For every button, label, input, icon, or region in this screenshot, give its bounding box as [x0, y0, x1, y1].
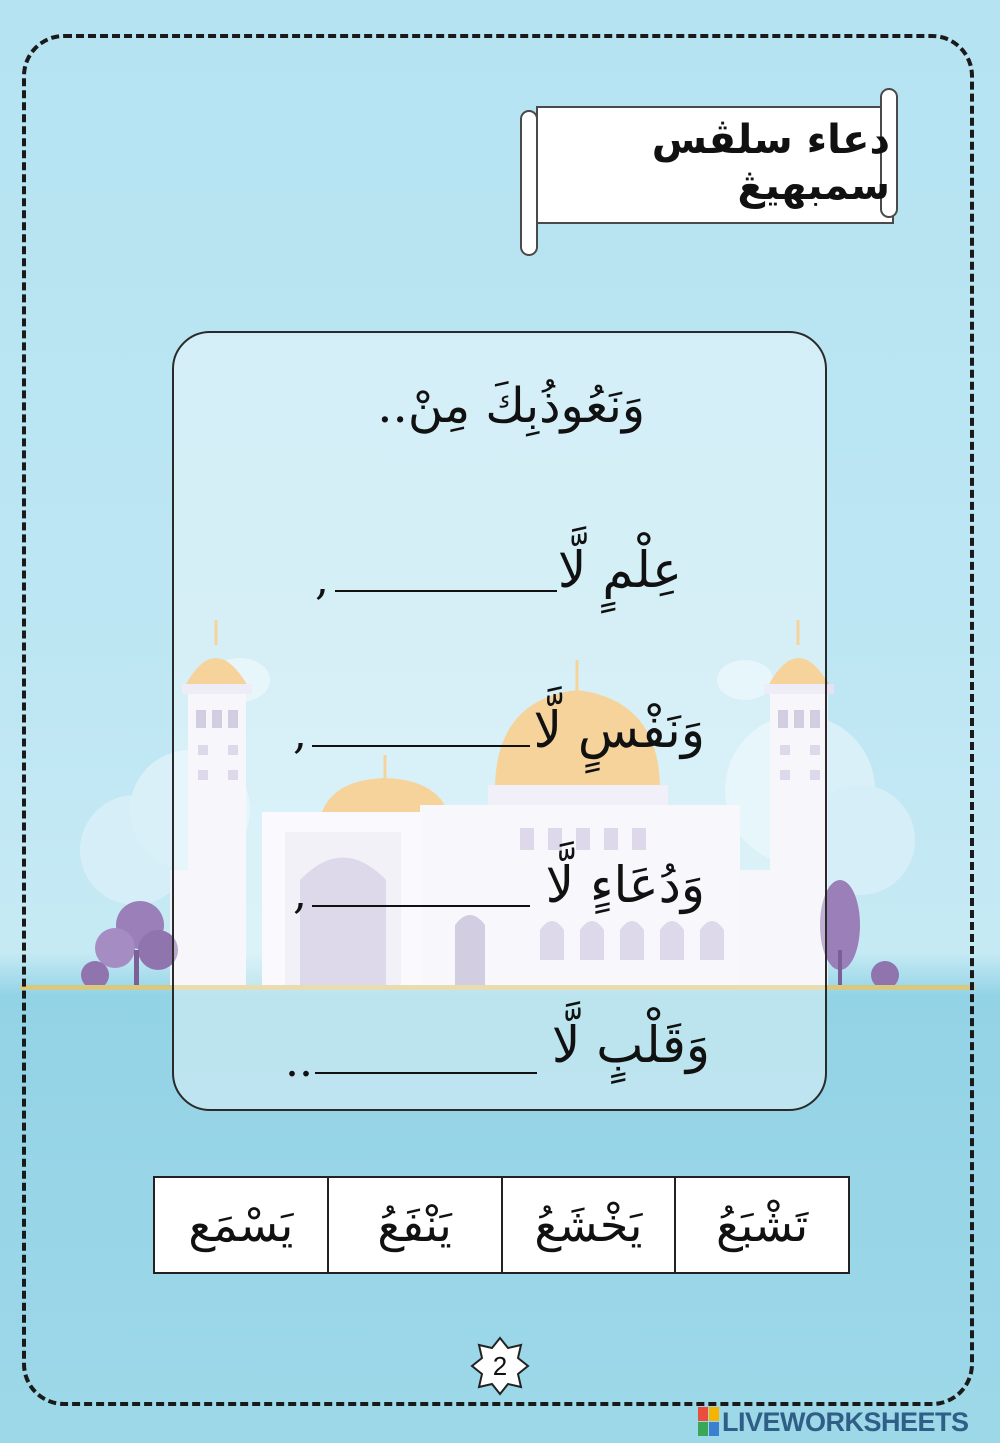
liveworksheets-logo-icon — [698, 1407, 720, 1437]
page-title: دعاء سلڤس سمبهيڠ — [651, 117, 890, 209]
prayer-line-3-punct: , — [293, 868, 307, 919]
prayer-line-3-text: وَدُعَاءٍ لَّا — [545, 856, 705, 914]
prayer-line-1-punct: , — [315, 554, 329, 605]
title-scroll — [516, 86, 906, 258]
prayer-intro: وَنَعُوذُبِكَ مِنْ.. — [377, 378, 645, 434]
word-option[interactable]: يَخْشَعُ — [501, 1178, 675, 1272]
prayer-line-1-text: عِلْمٍ لَّا — [557, 541, 682, 599]
prayer-line-3-blank[interactable] — [312, 905, 530, 907]
prayer-line-1-blank[interactable] — [335, 590, 557, 592]
word-option[interactable]: يَنْفَعُ — [327, 1178, 501, 1272]
prayer-line-4-punct: .. — [285, 1036, 313, 1087]
word-option[interactable]: يَسْمَع — [188, 1198, 294, 1252]
word-bank — [153, 1176, 850, 1274]
prayer-line-2-text: وَنَفْسٍ لَّا — [533, 701, 705, 759]
page-number: 2 — [492, 1350, 508, 1381]
page-number-badge — [470, 1336, 530, 1396]
liveworksheets-watermark — [698, 1404, 994, 1440]
watermark-text: LIVEWORKSHEETS — [722, 1406, 969, 1437]
word-option[interactable]: تَشْبَعُ — [674, 1178, 848, 1272]
prayer-line-2-blank[interactable] — [312, 745, 530, 747]
prayer-line-4-blank[interactable] — [315, 1072, 537, 1074]
prayer-card — [172, 331, 827, 1111]
prayer-line-4-text: وَقَلْبٍ لَّا — [551, 1016, 710, 1074]
prayer-line-2-punct: , — [293, 708, 307, 759]
